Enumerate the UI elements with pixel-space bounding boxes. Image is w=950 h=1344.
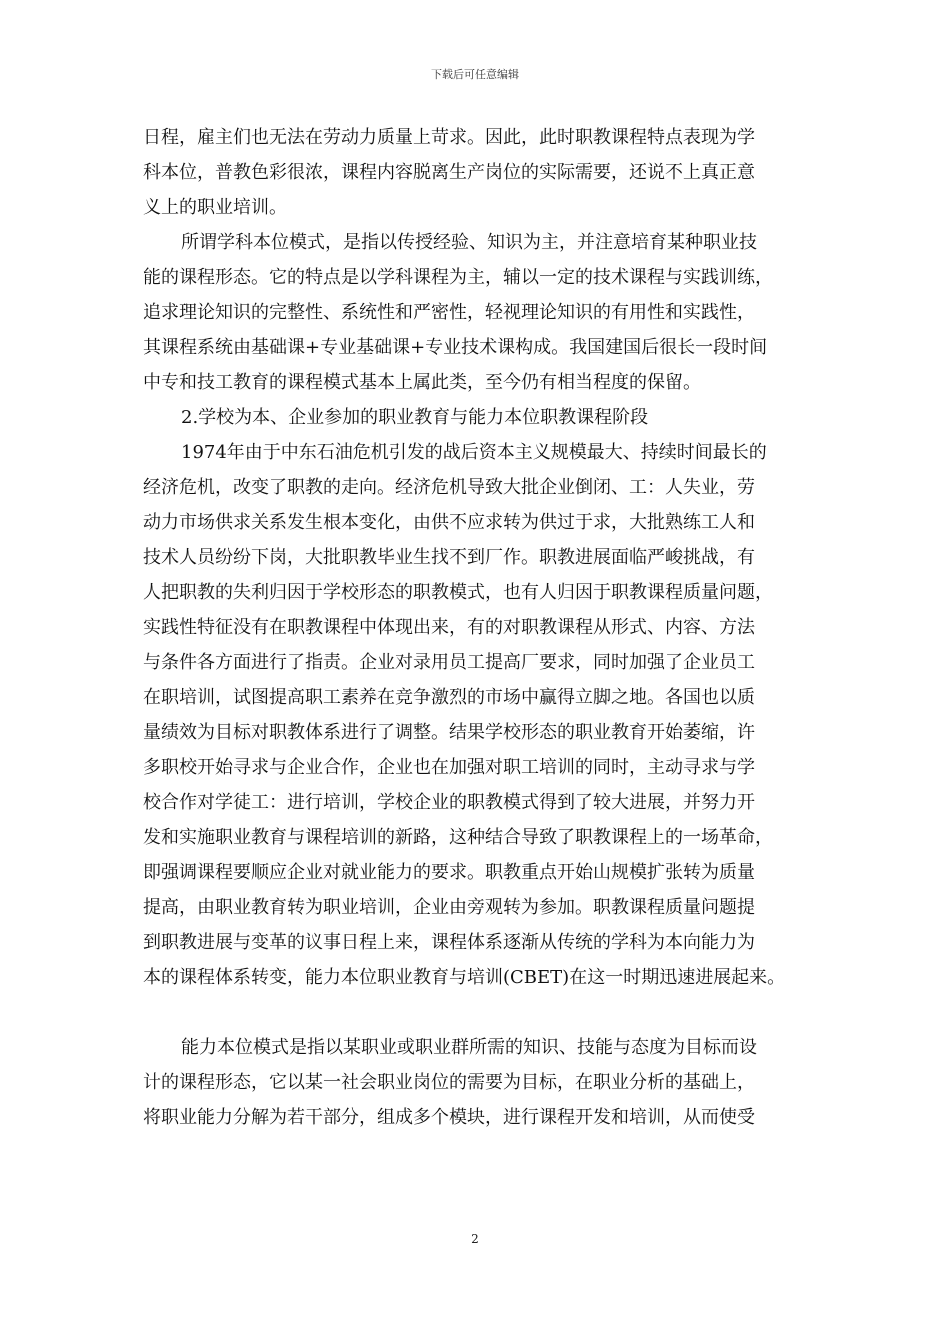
paragraph-line: 义上的职业培训。 xyxy=(143,197,287,218)
paragraph-line: 能力本位模式是指以某职业或职业群所需的知识、技能与态度为目标而设 xyxy=(181,1037,757,1058)
page-header: 下载后可任意编辑 xyxy=(431,68,519,81)
paragraph-line: 实践性特征没有在职教课程中体现出来，有的对职教课程从形式、内容、方法 xyxy=(143,617,755,638)
paragraph-line: 与条件各方面进行了指责。企业对录用员工提高厂要求，同时加强了企业员工 xyxy=(143,652,755,673)
paragraph-spacer xyxy=(143,995,823,1030)
document-body xyxy=(143,120,823,1135)
paragraph-line: 提高，由职业教育转为职业培训，企业由旁观转为参加。职教课程质量问题提 xyxy=(143,897,755,918)
paragraph-line: 多职校开始寻求与企业合作，企业也在加强对职工培训的同时，主动寻求与学 xyxy=(143,757,755,778)
paragraph-line: 动力市场供求关系发生根本变化，由供不应求转为供过于求，大批熟练工人和 xyxy=(143,512,755,533)
paragraph-line: 量绩效为目标对职教体系进行了调整。结果学校形态的职业教育开始萎缩，许 xyxy=(143,722,755,743)
paragraph-line: 发和实施职业教育与课程培训的新路，这种结合导致了职教课程上的一场革命， xyxy=(143,827,773,848)
paragraph-line: 即强调课程要顺应企业对就业能力的要求。职教重点开始山规模扩张转为质量 xyxy=(143,862,755,883)
paragraph-line: 所谓学科本位模式，是指以传授经验、知识为主，并注意培育某种职业技 xyxy=(181,232,757,253)
paragraph-line: 1974年由于中东石油危机引发的战后资本主义规模最大、持续时间最长的 xyxy=(181,442,767,463)
paragraph-line: 到职教进展与变革的议事日程上来，课程体系逐渐从传统的学科为本向能力为 xyxy=(143,932,755,953)
paragraph-line: 其课程系统由基础课+专业基础课+专业技术课构成。我国建国后很长一段时间 xyxy=(143,337,768,358)
paragraph-line: 技术人员纷纷下岗，大批职教毕业生找不到厂作。职教进展面临严峻挑战，有 xyxy=(143,547,755,568)
paragraph-line: 计的课程形态，它以某一社会职业岗位的需要为目标，在职业分析的基础上， xyxy=(143,1072,755,1093)
paragraph-line: 追求理论知识的完整性、系统性和严密性，轻视理论知识的有用性和实践性， xyxy=(143,302,755,323)
paragraph-line: 在职培训，试图提高职工素养在竞争激烈的市场中赢得立脚之地。各国也以质 xyxy=(143,687,755,708)
paragraph-line: 将职业能力分解为若干部分，组成多个模块，进行课程开发和培训，从而使受 xyxy=(143,1107,755,1128)
paragraph-line: 科本位，普教色彩很浓，课程内容脱离生产岗位的实际需要，还说不上真正意 xyxy=(143,162,755,183)
page-number: 2 xyxy=(471,1232,479,1246)
paragraph-line: 日程，雇主们也无法在劳动力质量上苛求。因此，此时职教课程特点表现为学 xyxy=(143,127,755,148)
paragraph-line: 本的课程体系转变，能力本位职业教育与培训(CBET)在这一时期迅速进展起来。 xyxy=(143,967,786,988)
paragraph-line: 经济危机，改变了职教的走向。经济危机导致大批企业倒闭、工：人失业，劳 xyxy=(143,477,755,498)
paragraph-line: 能的课程形态。它的特点是以学科课程为主，辅以一定的技术课程与实践训练， xyxy=(143,267,773,288)
paragraph-line: 人把职教的失利归因于学校形态的职教模式，也有人归因于职教课程质量问题， xyxy=(143,582,773,603)
paragraph-line: 校合作对学徒工：进行培训，学校企业的职教模式得到了较大进展，并努力开 xyxy=(143,792,755,813)
paragraph-line: 中专和技工教育的课程模式基本上属此类，至今仍有相当程度的保留。 xyxy=(143,372,701,393)
section-heading: 2.学校为本、企业参加的职业教育与能力本位职教课程阶段 xyxy=(181,407,649,428)
